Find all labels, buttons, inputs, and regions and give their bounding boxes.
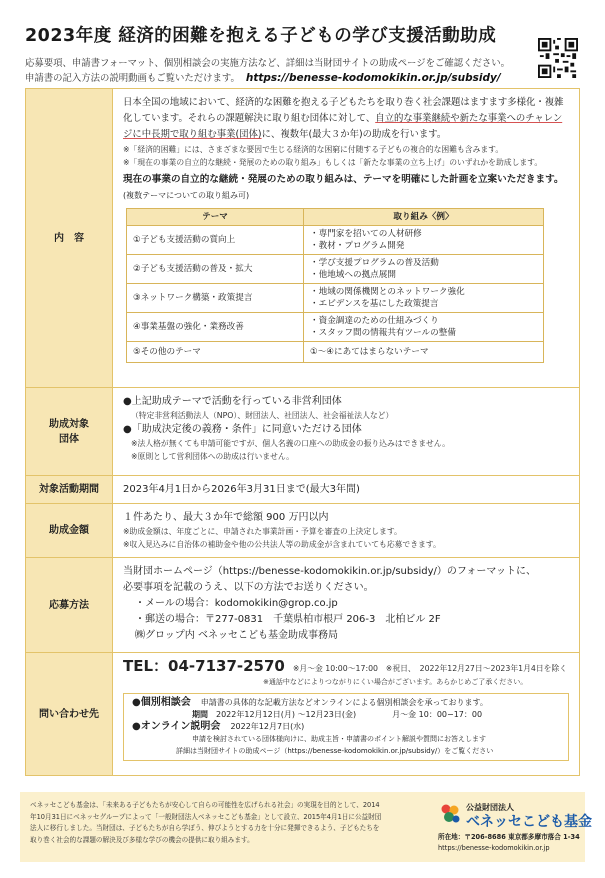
theme-row — [127, 342, 544, 363]
org-name: ベネッセこども基金 — [466, 814, 592, 830]
guideline-table — [25, 88, 580, 776]
label-target-line-1: 助成対象 — [49, 418, 89, 430]
foundation-logo — [438, 802, 592, 830]
consultation-time: 月〜金 10：00−17：00 — [392, 710, 483, 719]
contact-hours-note: ※通話中などによりつながりにくい場合がございます。あらかじめご了承ください。 — [263, 678, 528, 686]
example-item: ・教材・プログラム開発 — [310, 241, 405, 251]
header — [25, 22, 525, 86]
theme-examples — [304, 313, 544, 342]
example-item: ・他地域への拠点展開 — [310, 270, 396, 280]
example-item: ・エビデンスを基にした政策提言 — [310, 299, 439, 309]
contact-tel[interactable]: TEL：04-7137-2570 — [123, 657, 285, 675]
examples-header: 取り組み〈例〉 — [304, 209, 544, 226]
intro-text — [25, 57, 525, 86]
foundation-logo-icon — [438, 802, 462, 826]
apply-cell — [113, 558, 580, 653]
content-bold-text — [123, 172, 569, 204]
apply-email[interactable]: ・メールの場合：kodomokikin@grop.co.jp — [135, 598, 338, 609]
theme-header: テーマ — [127, 209, 304, 226]
address-text: 所在地：〒206-8686 東京都多摩市落合 1-34 — [438, 833, 580, 841]
consultation-period: 2022年12月12日(月) 〜12月23日(金) — [216, 710, 357, 719]
content-note-2: ※「現在の事業の自立的な継続・発展のための取り組み」もしくは「新たな事業の立ち上げ」のいずれかを助成します。 — [123, 158, 543, 167]
theme-name: ①子ども支援活動の質向上 — [127, 226, 304, 255]
row-apply — [26, 558, 580, 653]
apply-office: ㈱グロップ内 ベネッセこども基金助成事務局 — [135, 630, 338, 641]
theme-row — [127, 255, 544, 284]
theme-row — [127, 226, 544, 255]
row-content — [26, 89, 580, 388]
content-bold-small: (複数テーマについての取り組み可) — [123, 191, 250, 200]
content-paragraph-end: に、複数年(最大３か年)の助成を行います。 — [261, 129, 447, 140]
footer-url-link[interactable]: https://benesse-kodomokikin.or.jp — [438, 844, 550, 852]
intro-line-2 — [25, 71, 525, 86]
example-item: ①〜④にあてはまらないテーマ — [310, 347, 429, 357]
apply-line-1: 当財団ホームページ（https://benesse-kodomokikin.or.jp/subsidy/）のフォーマットに、 — [123, 566, 536, 577]
example-item: ・スタッフ間の情報共有ツールの整備 — [310, 328, 456, 338]
example-item: ・地域の関係機関とのネットワーク強化 — [310, 287, 465, 297]
contact-hours: ※月〜金 10:00〜17:00 ※祝日、 2022年12月27日〜2023年1月4日を除く — [292, 664, 568, 673]
label-amount: 助成金額 — [26, 504, 113, 558]
consultation-period-row — [132, 709, 560, 721]
seminar-date: 2022年12月7日(水) — [230, 722, 305, 731]
theme-row — [127, 313, 544, 342]
content-paragraph-intro: 日本全国の地域において、経済的な困難を抱える子どもたちを取り巻く社会課題はますます多様化・複雑化しています。それらの課題解決に取り組む団体に対して、 — [123, 97, 564, 124]
target-note-1: ※法人格が無くても申請可能ですが、個人名義の口座への助成金の振り込みはできません。 — [131, 439, 450, 448]
target-line-1: ●上記助成テーマで活動を行っている非営利団体 — [123, 396, 342, 407]
label-period: 対象活動期間 — [26, 476, 113, 504]
content-cell — [113, 89, 580, 388]
contact-tel-row — [123, 659, 569, 676]
seminar-title-row — [132, 721, 560, 733]
contact-cell — [113, 653, 580, 776]
example-item: ・専門家を招いての人材研修 — [310, 229, 422, 239]
theme-name: ⑤その他のテーマ — [127, 342, 304, 363]
label-content: 内 容 — [26, 89, 113, 388]
content-paragraph — [123, 95, 569, 143]
target-line-2: （特定非営利活動法人（NPO）、財団法人、社団法人、社会福祉法人など） — [131, 411, 394, 420]
theme-table — [126, 208, 544, 363]
row-amount — [26, 504, 580, 558]
period-text: 2023年4月1日から2026年3月31日まで(最大3年間) — [113, 476, 580, 504]
label-target-line-2: 団体 — [59, 433, 79, 445]
footer-text: ベネッセこども基金は、「未来ある子どもたちが安心して自らの可能性を広げられる社会」の実現を目的として、2014年10月31日にベネッセグループによって「一般財団法人ベネッセこども基金」として設立、2015年4月1日に公益財団法人に移行しました。当財団は、子どもたちが自ら学ぼう、伸びようとする力を十分に発揮できるよう、子どもたちを取り巻く社会的な課題の解決及び多様な学びの機会の提供に取り組みます。 — [30, 801, 382, 844]
subsidy-url-link[interactable]: https://benesse-kodomokikin.or.jp/subsidy/ — [245, 72, 501, 84]
org-type: 公益財団法人 — [466, 803, 514, 812]
label-contact: 問い合わせ先 — [26, 653, 113, 776]
intro-line-2-text: 申請書の記入方法の説明動画もご覧いただけます。 — [25, 73, 240, 84]
theme-examples — [304, 255, 544, 284]
consultation-title: ●個別相談会 — [132, 697, 191, 708]
apply-mail-address: ・郵送の場合：〒277-0831 千葉県柏市根戸 206-3 北柏ビル 2F — [135, 614, 441, 625]
example-item: ・学び支援プログラムの普及活動 — [310, 258, 439, 268]
target-cell — [113, 388, 580, 476]
page-title: 2023年度 経済的困難を抱える子どもの学び支援活動助成 — [25, 26, 497, 46]
theme-examples — [304, 284, 544, 313]
theme-name: ②子ども支援活動の普及・拡大 — [127, 255, 304, 284]
consultation-desc: 申請書の具体的な記載方法などオンラインによる個別相談会を承っております。 — [200, 698, 488, 707]
info-box — [123, 693, 569, 761]
seminar-title: ●オンライン説明会 — [132, 721, 221, 732]
theme-name: ③ネットワーク構築・政策提言 — [127, 284, 304, 313]
theme-examples — [304, 226, 544, 255]
theme-row — [127, 284, 544, 313]
intro-line-1: 応募要項、申請書フォーマット、個別相談会の実施方法など、詳細は当財団サイトの助成ページをご確認ください。 — [25, 58, 510, 69]
label-target — [26, 388, 113, 476]
amount-note-1: ※助成金額は、年度ごとに、申請された事業計画・予算を審査の上決定します。 — [123, 527, 402, 536]
row-period — [26, 476, 580, 504]
consultation-period-label: 期間 — [192, 710, 208, 719]
apply-line-2: 必要事項を記載のうえ、以下の方法でお送りください。 — [123, 582, 374, 593]
example-item: ・資金調達のための仕組みづくり — [310, 316, 439, 326]
label-apply: 応募方法 — [26, 558, 113, 653]
target-line-3: ●「助成決定後の義務・条件」に同意いただける団体 — [123, 424, 362, 435]
footer — [20, 792, 592, 862]
amount-line: １件あたり、最大３か年で総額 900 万円以内 — [123, 512, 329, 523]
amount-note-2: ※収入見込みに自治体の補助金や他の公共法人等の助成金が含まれていても応募できます。 — [123, 540, 441, 549]
theme-examples — [304, 342, 544, 363]
amount-cell — [113, 504, 580, 558]
qr-code-icon[interactable] — [538, 38, 578, 78]
content-note-1: ※「経済的困難」には、さまざまな要因で生じる経済的な困窮に付随する子どもの複合的な困難も含みます。 — [123, 145, 504, 154]
theme-name: ④事業基盤の強化・業務改善 — [127, 313, 304, 342]
seminar-desc: 申請を検討されている団体様向けに、助成主旨・申請書のポイント解説や質問にお答えします — [192, 735, 486, 743]
row-contact — [26, 653, 580, 776]
target-note-2: ※原則として営利団体への助成は行いません。 — [131, 452, 294, 461]
seminar-detail: 詳細は当財団サイトの助成ページ（https://benesse-kodomokikin.or.jp/subsidy/）をご覧ください — [176, 747, 494, 755]
row-target — [26, 388, 580, 476]
content-bold-main: 現在の事業の自立的な継続・発展のための取り組みは、テーマを明確にした計画を立案いただきます。 — [123, 174, 564, 185]
consultation-title-row — [132, 697, 560, 709]
footer-address — [438, 832, 580, 854]
content-underline: 自立的な事業継続や新たな事業へのチャレンジに中長期で取り組む事業(団体) — [123, 113, 563, 140]
